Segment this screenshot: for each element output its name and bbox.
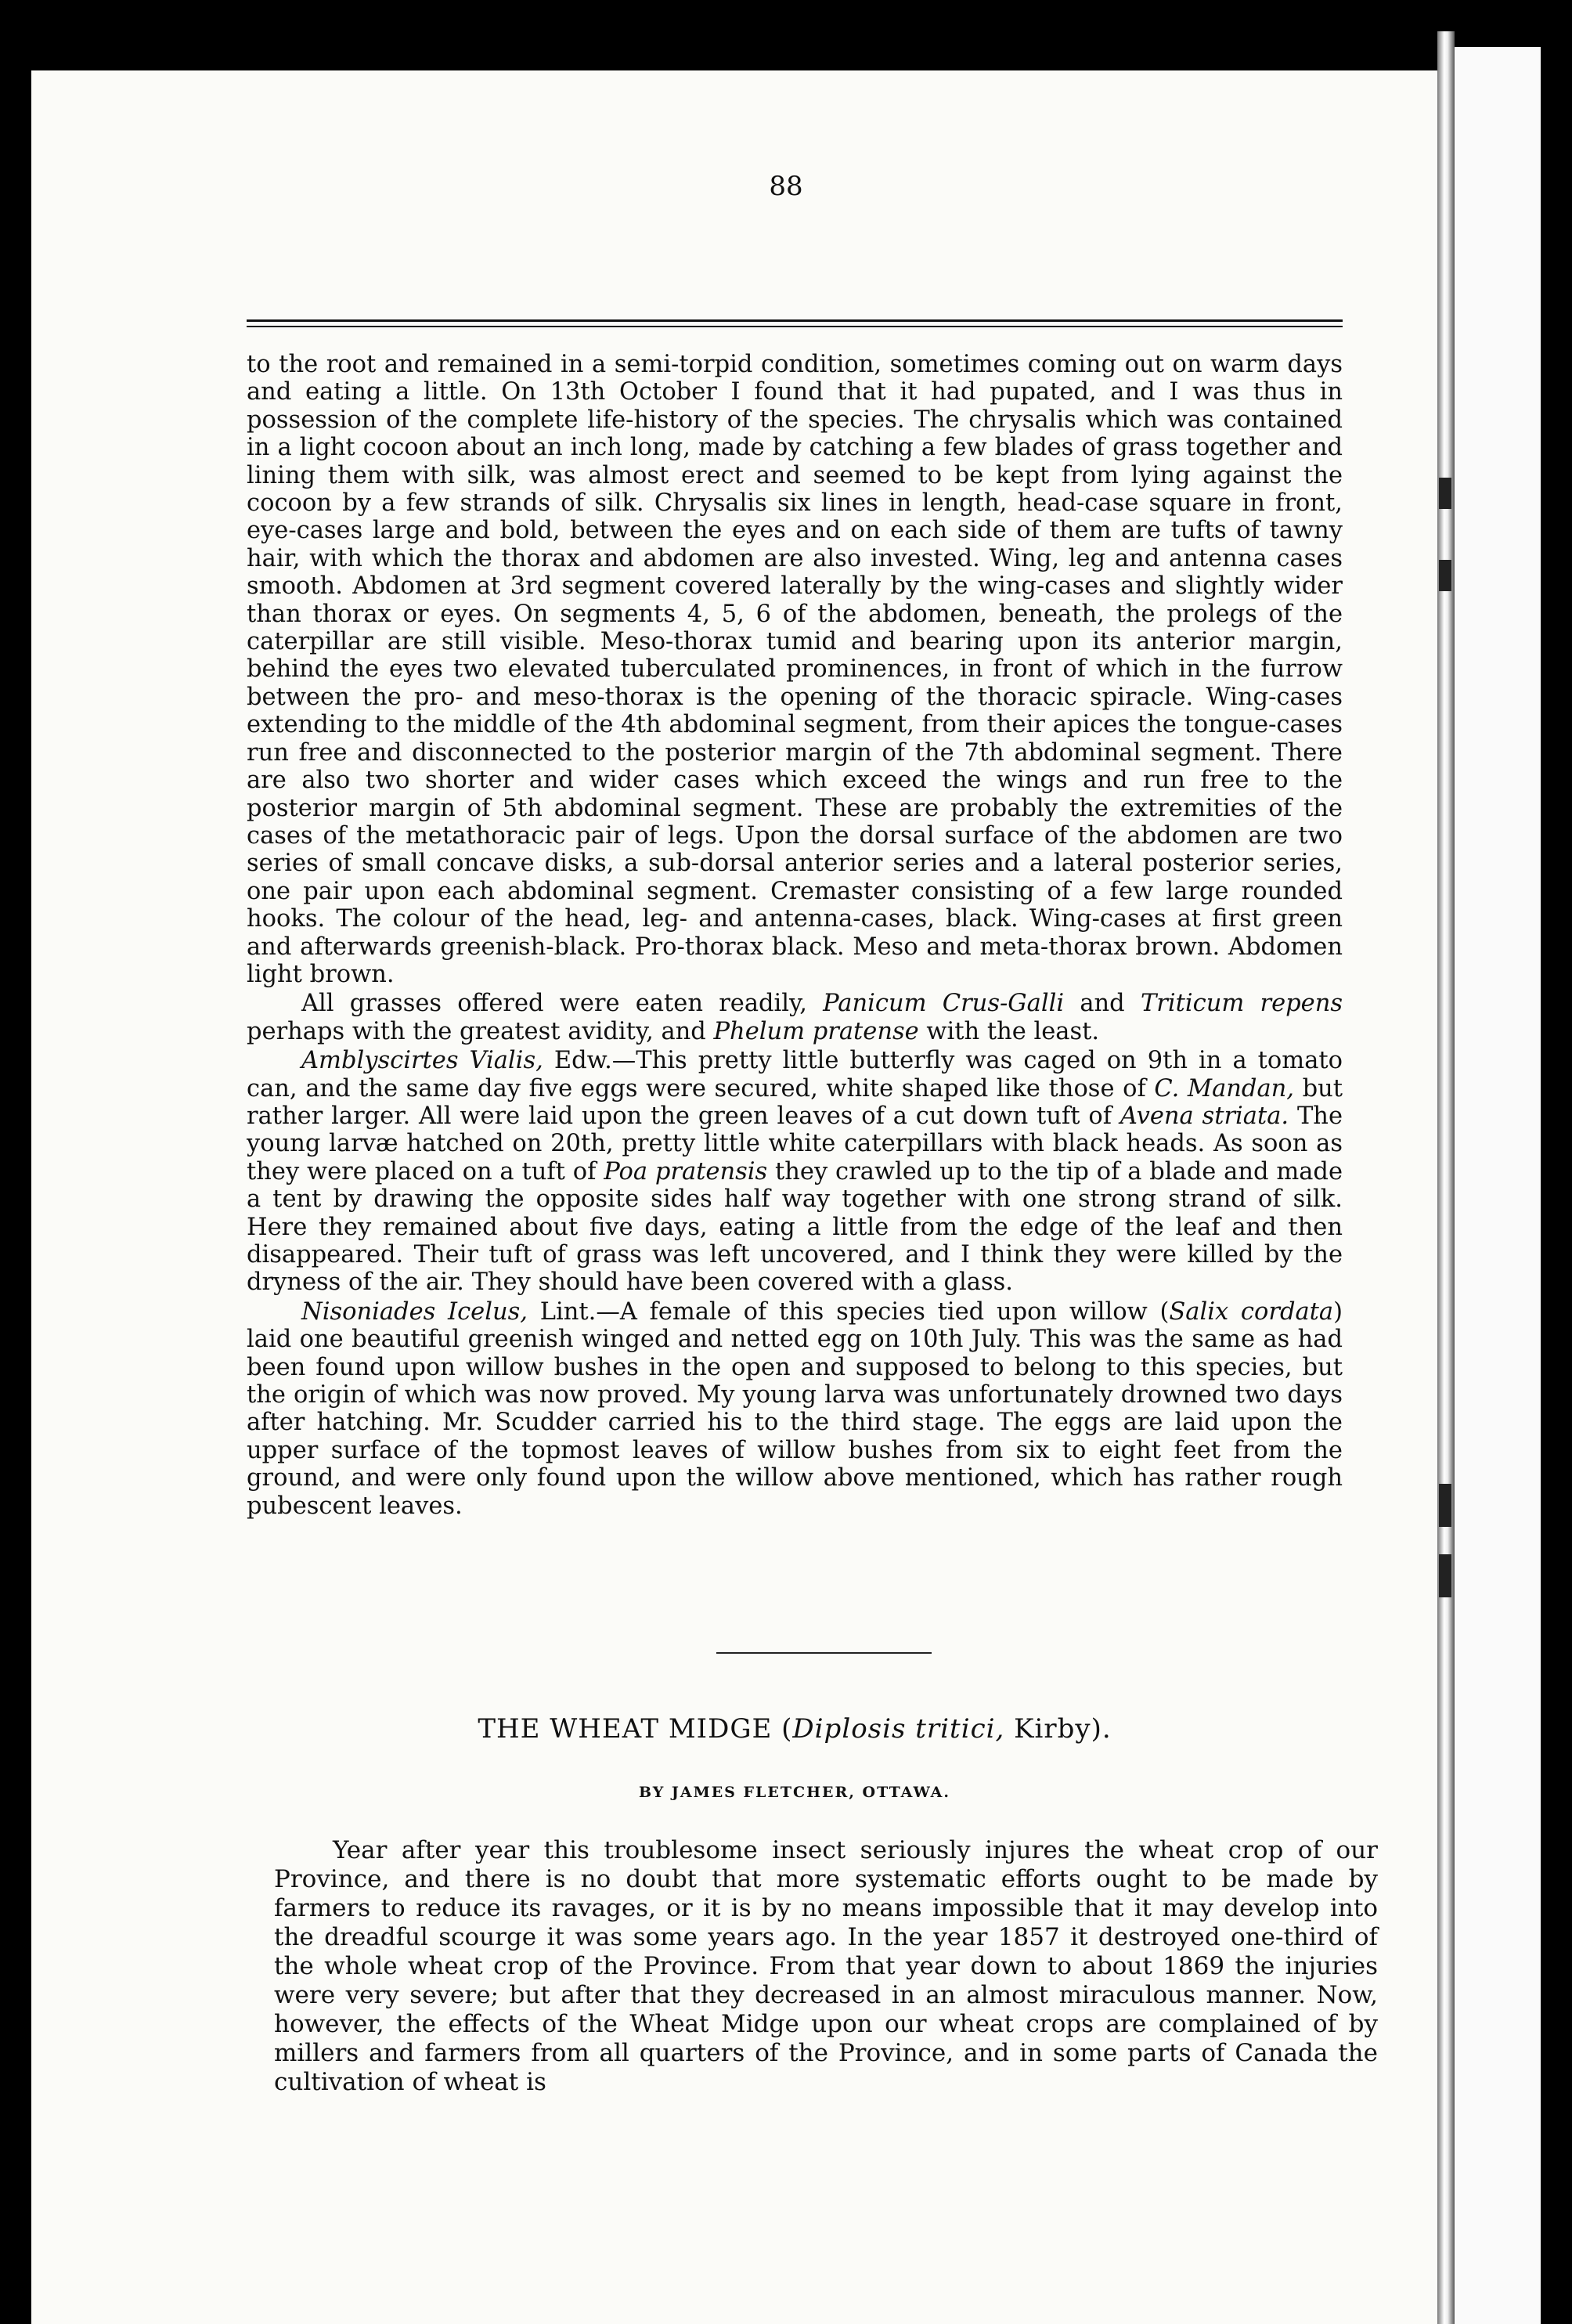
facing-page-edge [1455, 47, 1541, 2324]
spine-mark [1439, 1554, 1451, 1597]
article-byline: BY JAMES FLETCHER, OTTAWA. [639, 1784, 950, 1801]
header-rule [247, 326, 1343, 327]
paragraph: All grasses offered were eaten readily, Panicum Crus-Galli and Triticum repens perhaps with the greatest avidity, and Phelum pratense with the least. [247, 990, 1343, 1045]
scan-border [1541, 0, 1572, 2324]
paragraph: to the root and remained in a semi-torpid condition, sometimes coming out on warm days and eating a little. On 13th October I found that it had pupated, and I was thus in possession of the complete life-history of the species. The chrysalis which was contained in a light cocoon about an inch long, made by catching a few blades of grass together and lining them with silk, was almost erect and seemed to be kept from lying against the cocoon by a few strands of silk. Chrysalis six lines in length, head-case square in front, eye-cases large and bold, between the eyes and on each side of them are tufts of tawny hair, with which the thorax and abdomen are also invested. Wing, leg and antenna cases smooth. Abdomen at 3rd segment covered laterally by the wing-cases and slightly wider than thorax or eyes. On segments 4, 5, 6 of the abdomen, beneath, the prolegs of the caterpillar are still visible. Meso-thorax tumid and bearing upon its anterior margin, behind the eyes two elevated tuberculated prominences, in front of which in the furrow between the pro- and meso-thorax is the opening of the thoracic spiracle. Wing-cases extending to the middle of the 4th abdominal segment, from their apices the tongue-cases run free and disconnected to the posterior margin of the 7th abdominal segment. There are also two shorter and wider cases which exceed the wings and run free to the posterior margin of 5th abdominal segment. These are probably the extremities of the cases of the metathoracic pair of legs. Upon the dorsal surface of the abdomen are two series of small concave disks, a sub-dorsal anterior series and a lateral posterior series, one pair upon each abdominal segment. Cremaster consisting of a few large rounded hooks. The colour of the head, leg- and antenna-cases, black. Wing-cases at first green and afterwards greenish-black. Pro-thorax black. Meso and meta-thorax brown. Abdomen light brown. [247, 351, 1343, 988]
spine-mark [1439, 1484, 1451, 1527]
header-rule [247, 319, 1343, 322]
spine-mark [1439, 560, 1451, 591]
paragraph: Nisoniades Icelus, Lint.—A female of this species tied upon willow (Salix cordata) laid one beautiful greenish winged and netted egg on 10th July. This was the same as had been found upon willow bushes in the open and supposed to belong to this species, but the origin of which was now proved. My young larva was unfortunately drowned two days after hatching. Mr. Scudder carried his to the third stage. The eggs are laid upon the upper surface of the topmost leaves of willow bushes from six to eight feet from the ground, and were only found upon the willow above mentioned, which has rather rough pubescent leaves. [247, 1297, 1343, 1520]
section-divider [716, 1652, 932, 1654]
paragraph: Amblyscirtes Vialis, Edw.—This pretty little butterfly was caged on 9th in a tomato can, and the same day five eggs were secured, white shaped like those of C. Mandan, but rather larger. All were laid upon the green leaves of a cut down tuft of Avena striata. The young larvæ hatched on 20th, pretty little white caterpillars with black heads. As soon as they were placed on a tuft of Poa pratensis they crawled up to the tip of a blade and made a tent by drawing the opposite sides half way together with one strong strand of silk. Here they remained about five days, eating a little from the edge of the leaf and then disappeared. Their tuft of grass was left uncovered, and I think they were killed by the dryness of the air. They should have been covered with a glass. [247, 1047, 1343, 1297]
paragraph: Year after year this troublesome insect seriously injures the wheat crop of our Province, and there is no doubt that more systematic efforts ought to be made by farmers to reduce its ravages, or it is by no means impossible that it may develop into the dreadful scourge it was some years ago. In the year 1857 it destroyed one-third of the whole wheat crop of the Province. From that year down to about 1869 the injuries were very severe; but after that they decreased in an almost miraculous manner. Now, however, the effects of the Wheat Midge upon our wheat crops are complained of by millers and farmers from all quarters of the Province, and in some parts of Canada the cultivation of wheat is [274, 1836, 1378, 2096]
article-title: THE WHEAT MIDGE (Diplosis tritici, Kirby). [478, 1713, 1112, 1745]
page-number: 88 [769, 171, 803, 202]
spine-mark [1439, 478, 1451, 509]
body-text [247, 351, 1343, 1520]
article-body [274, 1836, 1378, 2097]
book-spine [1437, 31, 1455, 2324]
